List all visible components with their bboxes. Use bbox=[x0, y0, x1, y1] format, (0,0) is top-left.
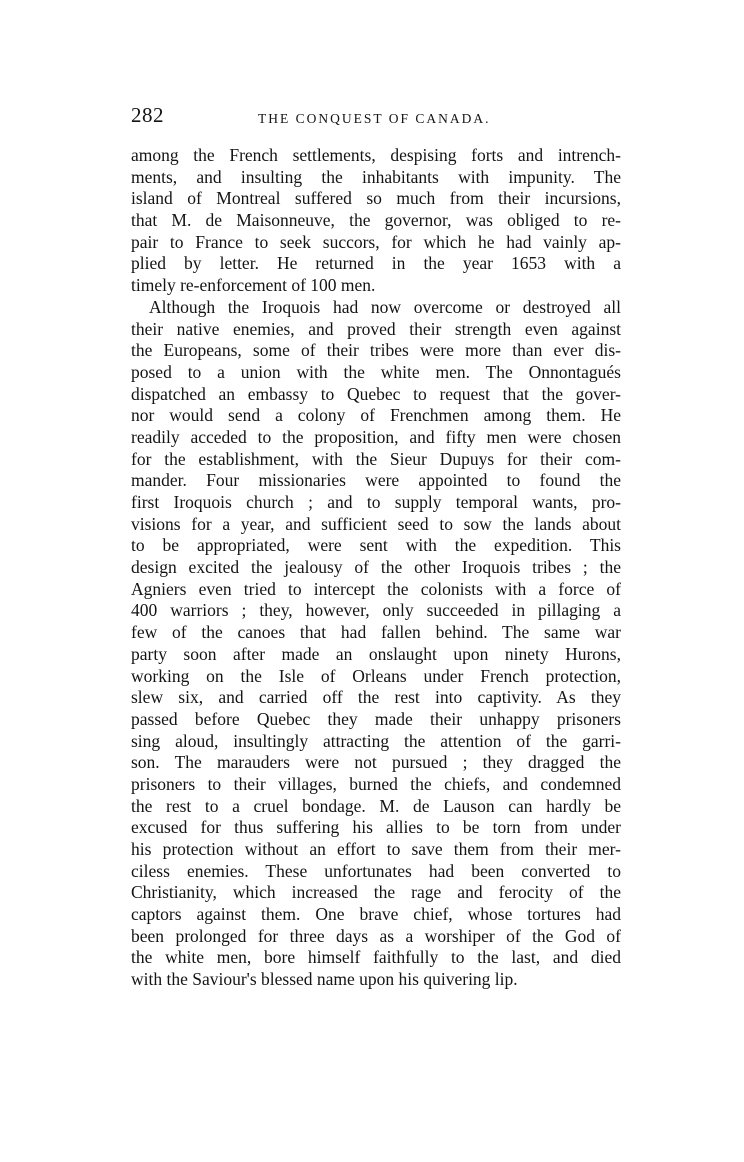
text-line: captors against them. One brave chief, whose tortures had bbox=[131, 904, 621, 925]
text-line: the Europeans, some of their tribes were more than ever dis- bbox=[131, 340, 621, 361]
text-line: to be appropriated, were sent with the expedition. This bbox=[131, 535, 621, 556]
text-line: passed before Quebec they made their unhappy prisoners bbox=[131, 708, 621, 729]
text-line: readily acceded to the proposition, and fifty men were chosen bbox=[131, 426, 621, 447]
text-line: sing aloud, insultingly attracting the attention of the garri- bbox=[131, 730, 621, 751]
running-title: THE CONQUEST OF CANADA. bbox=[258, 111, 491, 126]
text-line: the white men, bore himself faithfully to the last, and died bbox=[131, 947, 621, 968]
text-line: for the establishment, with the Sieur Dupuys for their com- bbox=[131, 448, 621, 469]
text-line: 400 warriors ; they, however, only succeeded in pillaging a bbox=[131, 600, 621, 621]
text-line: that M. de Maisonneuve, the governor, was obliged to re- bbox=[131, 210, 621, 231]
text-line: design excited the jealousy of the other Iroquois tribes ; the bbox=[131, 557, 621, 578]
text-line: prisoners to their villages, burned the chiefs, and condemned bbox=[131, 773, 621, 794]
body-text bbox=[131, 145, 621, 991]
text-line: posed to a union with the white men. The Onnontagués bbox=[131, 361, 621, 382]
text-line: visions for a year, and sufficient seed to sow the lands about bbox=[131, 513, 621, 534]
text-line: first Iroquois church ; and to supply temporal wants, pro- bbox=[131, 492, 621, 512]
paragraph-end-line: with the Saviour's blessed name upon his quivering lip. bbox=[131, 969, 518, 990]
text-line: party soon after made an onslaught upon ninety Hurons, bbox=[131, 643, 621, 664]
text-line: his protection without an effort to save them from their mer- bbox=[131, 839, 621, 859]
paragraph-end-line: timely re-enforcement of 100 men. bbox=[131, 275, 376, 296]
text-line: plied by letter. He returned in the year 1653 with a bbox=[131, 253, 621, 274]
text-line: been prolonged for three days as a worshiper of the God of bbox=[131, 925, 621, 946]
text-line: the rest to a cruel bondage. M. de Lauson can hardly be bbox=[131, 795, 621, 816]
text-line: dispatched an embassy to Quebec to request that the gover- bbox=[131, 383, 621, 404]
text-line: among the French settlements, despising forts and intrench- bbox=[131, 145, 621, 165]
text-line: pair to France to seek succors, for which he had vainly ap- bbox=[131, 231, 621, 252]
text-line: slew six, and carried off the rest into captivity. As they bbox=[131, 687, 621, 708]
text-line: Christianity, which increased the rage and ferocity of the bbox=[131, 882, 621, 903]
text-line: son. The marauders were not pursued ; they dragged the bbox=[131, 752, 621, 773]
text-line: ments, and insulting the inhabitants with impunity. The bbox=[131, 166, 621, 187]
text-line: working on the Isle of Orleans under French protection, bbox=[131, 665, 621, 686]
text-line: ciless enemies. These unfortunates had been converted to bbox=[131, 860, 621, 881]
text-line: their native enemies, and proved their strength even against bbox=[131, 318, 621, 339]
text-line: few of the canoes that had fallen behind. The same war bbox=[131, 622, 621, 643]
text-line: excused for thus suffering his allies to be torn from under bbox=[131, 817, 621, 838]
text-line: island of Montreal suffered so much from their incursions, bbox=[131, 188, 621, 209]
text-line: mander. Four missionaries were appointed to found the bbox=[131, 470, 621, 491]
page-number: 282 bbox=[131, 103, 164, 127]
text-line: nor would send a colony of Frenchmen among them. He bbox=[131, 405, 621, 426]
paragraph-start-line: Although the Iroquois had now overcome or destroyed all bbox=[149, 296, 621, 317]
text-line: Agniers even tried to intercept the colonists with a force of bbox=[131, 578, 621, 599]
